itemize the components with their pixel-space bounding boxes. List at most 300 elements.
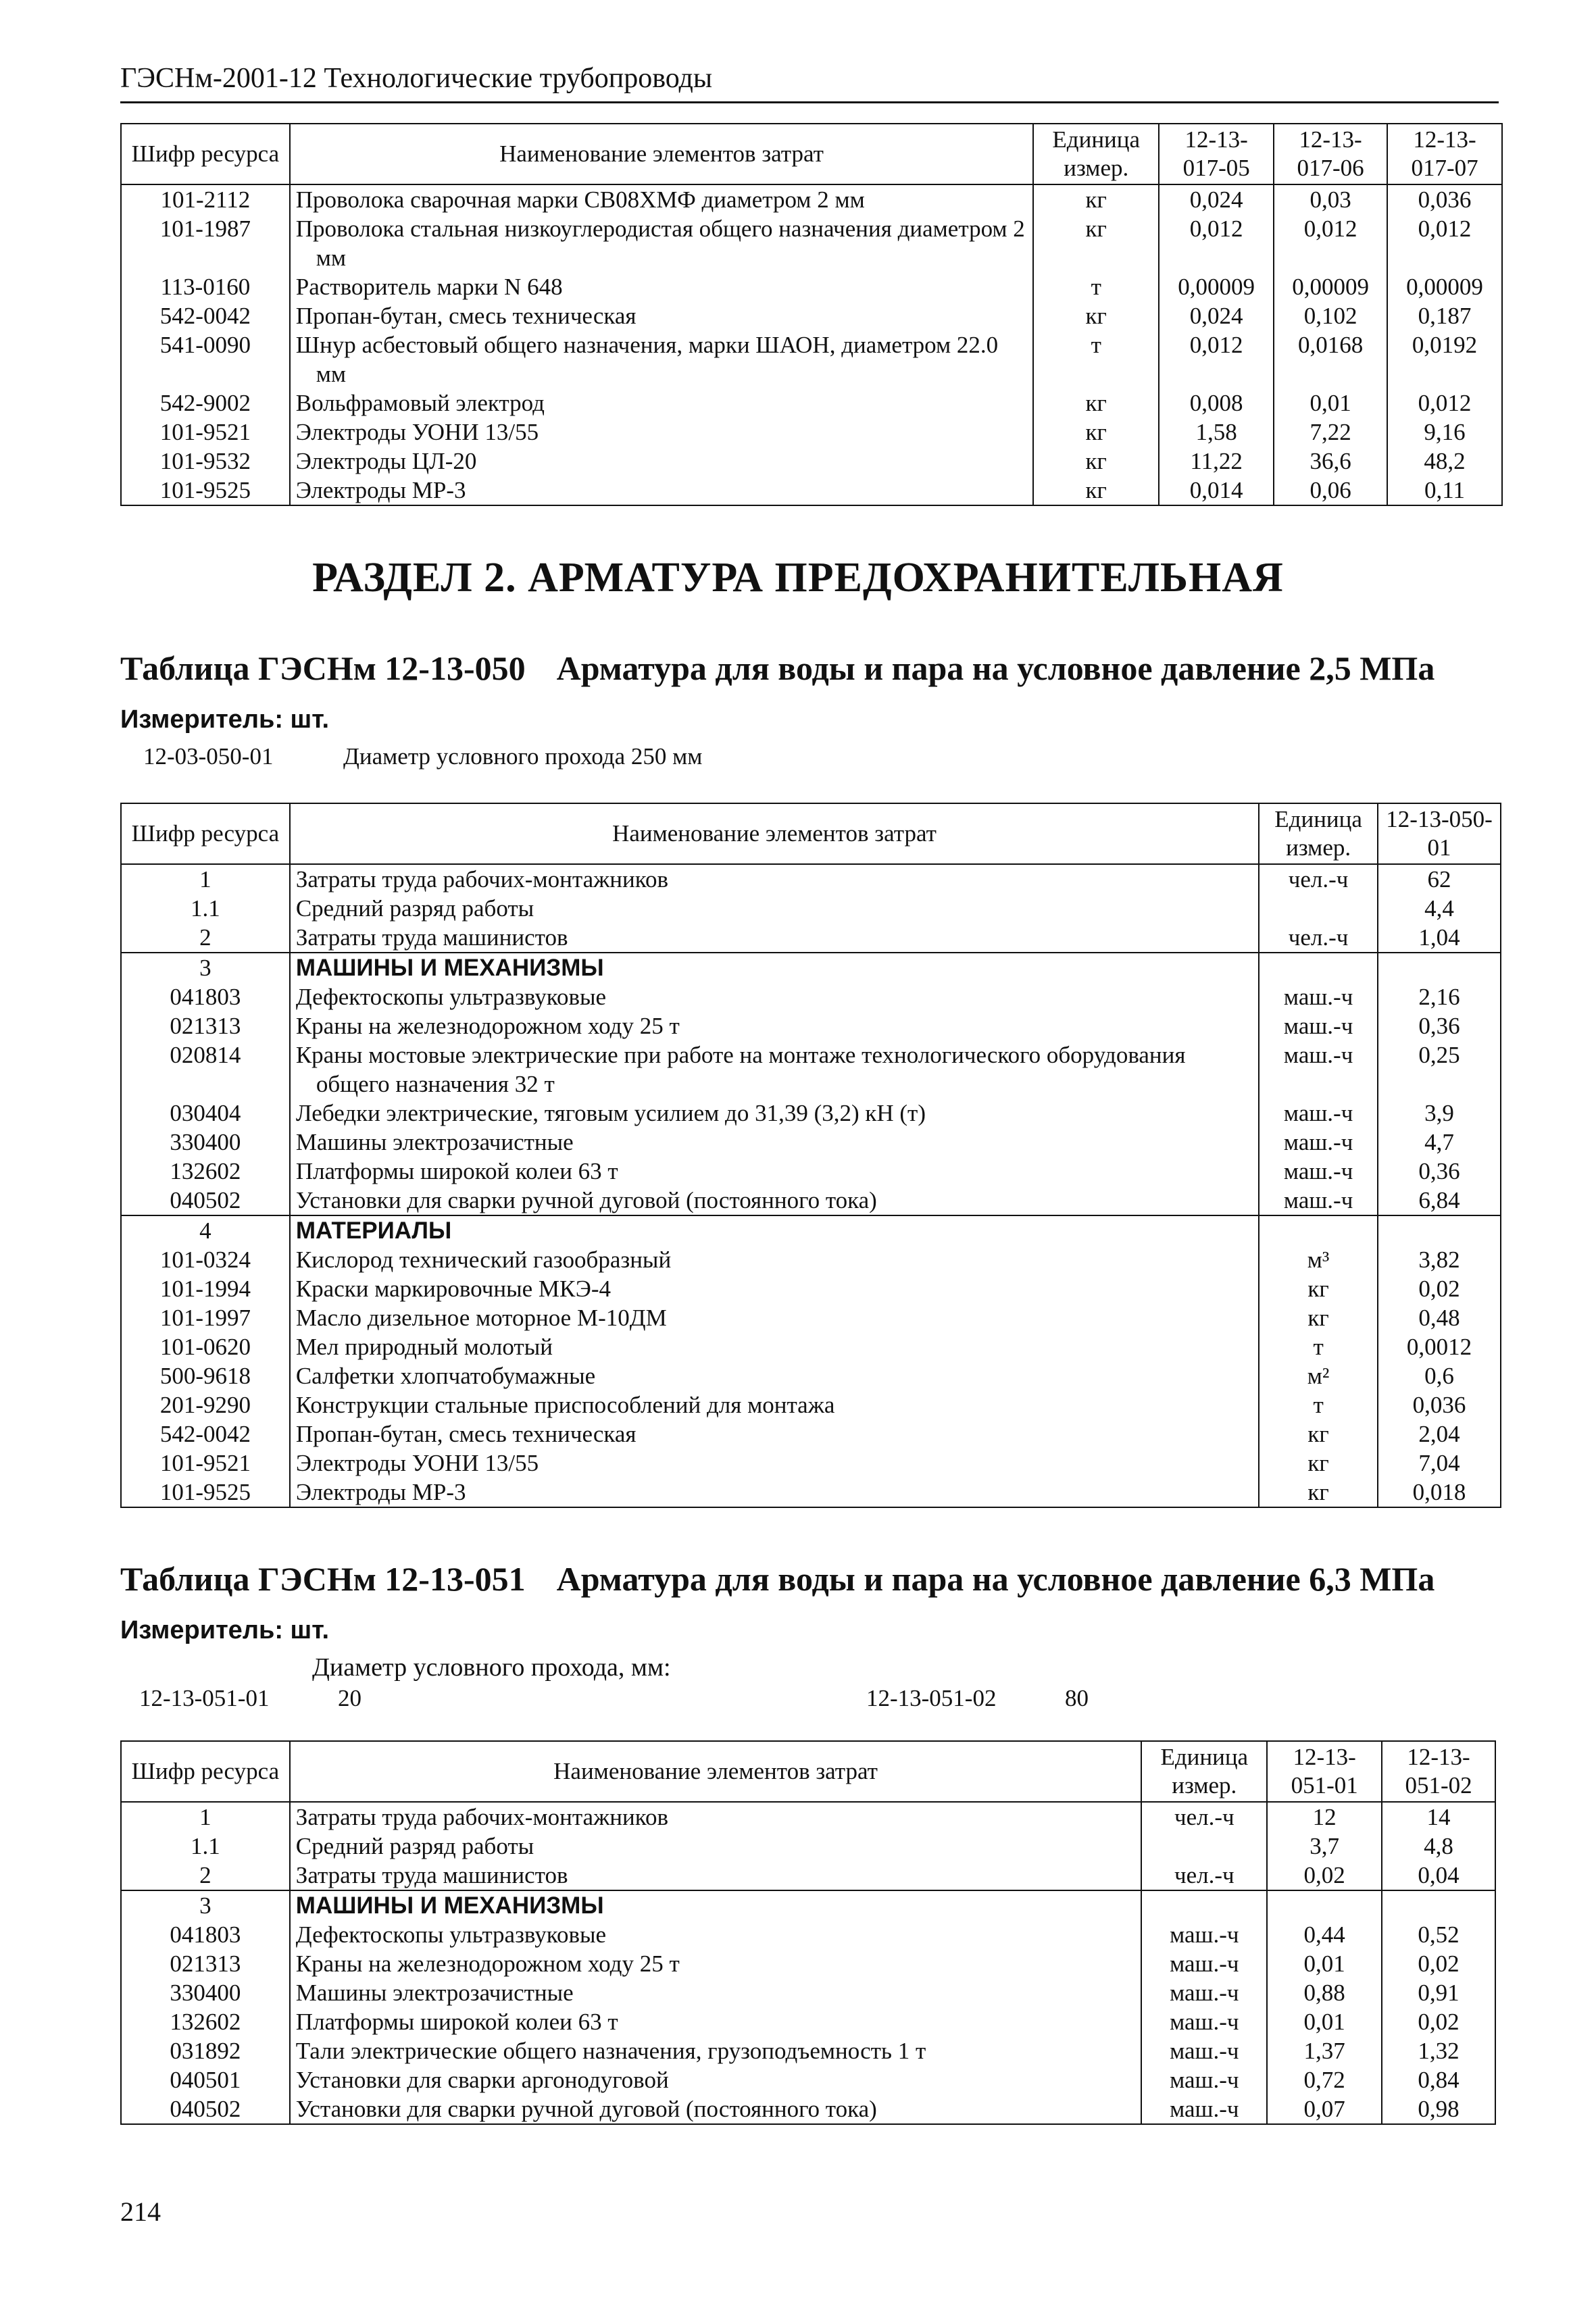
cell-name: [290, 1802, 1142, 1832]
cell-text: Машины электрозачистные: [295, 1129, 574, 1155]
cell-text: Салфетки хлопчатобумажные: [295, 1363, 596, 1389]
cell-value: 0,02: [1378, 1274, 1501, 1303]
cell-name: [290, 1920, 1142, 1949]
table-050-meter: [120, 705, 329, 734]
table-row: [121, 1920, 1495, 1949]
cell-unit: кг: [1259, 1449, 1378, 1478]
cell-text: Установки для сварки ручной дуговой (постоянного тока): [295, 2096, 877, 2122]
norm-code: 12-13-051-01: [139, 1685, 270, 1711]
norm-value: 20: [338, 1685, 361, 1711]
cell-code: 113-0160: [121, 272, 290, 301]
col-header-unit: Единица измер.: [1141, 1741, 1267, 1802]
cell-code: 101-9525: [121, 1478, 290, 1507]
table-row: [121, 330, 1502, 388]
cell-text: Краны на железнодорожном ходу 25 т: [295, 1013, 680, 1039]
cell-text: Мел природный молотый: [295, 1334, 553, 1360]
cell-unit: т: [1033, 330, 1159, 388]
cell-value: 0,02: [1267, 1861, 1382, 1890]
cell-value: 0,01: [1267, 1949, 1382, 1978]
cell-value: 0,36: [1378, 1011, 1501, 1040]
cell-value: [1378, 1215, 1501, 1245]
table-row: [121, 388, 1502, 418]
cell-value: 48,2: [1387, 447, 1502, 476]
cell-name: [290, 1332, 1259, 1361]
col-header-code: Шифр ресурса: [121, 803, 290, 864]
cell-value: 0,036: [1387, 184, 1502, 214]
cell-unit: маш.-ч: [1259, 982, 1378, 1011]
cell-unit: кг: [1033, 447, 1159, 476]
cell-unit: кг: [1259, 1274, 1378, 1303]
cell-text: МАШИНЫ И МЕХАНИЗМЫ: [295, 1892, 604, 1919]
cell-code: 1: [121, 1802, 290, 1832]
cell-unit: [1259, 1215, 1378, 1245]
cell-value: 9,16: [1387, 418, 1502, 447]
cell-unit: кг: [1259, 1303, 1378, 1332]
table-row: [121, 1890, 1495, 1920]
table-row: [121, 1861, 1495, 1890]
cell-unit: чел.-ч: [1259, 923, 1378, 953]
cell-code: 021313: [121, 1949, 290, 1978]
cell-unit: кг: [1033, 388, 1159, 418]
table-row: [121, 923, 1501, 953]
table-row: [121, 301, 1502, 330]
table-row: [121, 1978, 1495, 2007]
table-050-title: Арматура для воды и пара на условное давление 2,5 МПа: [556, 649, 1435, 687]
norm-code: 12-03-050-01: [143, 743, 274, 770]
cell-value: 3,82: [1378, 1245, 1501, 1274]
cell-value: 0,012: [1274, 214, 1387, 272]
cell-code: 101-1994: [121, 1274, 290, 1303]
cell-name: [290, 1949, 1142, 1978]
table-051-code: Таблица ГЭСНм 12-13-051: [120, 1560, 526, 1598]
cell-unit: маш.-ч: [1259, 1040, 1378, 1099]
cell-name: [290, 330, 1034, 388]
cell-value: 62: [1378, 864, 1501, 894]
cell-unit: кг: [1259, 1419, 1378, 1449]
norm-code: 12-13-051-02: [866, 1685, 997, 1711]
cell-value: 0,52: [1382, 1920, 1495, 1949]
cell-value: 0,91: [1382, 1978, 1495, 2007]
cell-unit: чел.-ч: [1259, 864, 1378, 894]
norm-value: 80: [1065, 1685, 1089, 1711]
col-header-name: Наименование элементов затрат: [290, 803, 1259, 864]
table-050-heading: [120, 649, 1435, 688]
cell-value: 0,187: [1387, 301, 1502, 330]
cell-text: МАТЕРИАЛЫ: [295, 1217, 452, 1244]
cell-unit: т: [1259, 1390, 1378, 1419]
col-header-norm: 12-13-017-07: [1387, 124, 1502, 184]
cell-value: 0,84: [1382, 2065, 1495, 2094]
cell-name: [290, 184, 1034, 214]
cell-name: [290, 1128, 1259, 1157]
table-row: [121, 1419, 1501, 1449]
cell-name: [290, 214, 1034, 272]
cell-unit: [1141, 1832, 1267, 1861]
table-row: [121, 982, 1501, 1011]
cell-text: Растворитель марки N 648: [295, 274, 563, 300]
table-row: [121, 1361, 1501, 1390]
cell-name: [290, 1832, 1142, 1861]
cell-code: 020814: [121, 1040, 290, 1099]
cell-text: Машины электрозачистные: [295, 1980, 574, 2006]
table-row: [121, 1128, 1501, 1157]
cell-unit: маш.-ч: [1141, 1949, 1267, 1978]
norm-description: Диаметр условного прохода 250 мм: [343, 743, 703, 770]
cell-name: [290, 388, 1034, 418]
table-row: [121, 2007, 1495, 2036]
cell-code: 132602: [121, 2007, 290, 2036]
cell-text: Затраты труда машинистов: [295, 924, 568, 951]
cell-text: Краны мостовые электрические при работе на монтаже технологического оборудования общего назначения 32 т: [295, 1042, 1186, 1097]
table-row: [121, 1157, 1501, 1186]
cell-unit: чел.-ч: [1141, 1861, 1267, 1890]
table-prev-header: [121, 124, 1502, 184]
cell-unit: кг: [1033, 418, 1159, 447]
cell-code: 3: [121, 953, 290, 982]
cell-value: 4,7: [1378, 1128, 1501, 1157]
cell-name: [290, 864, 1259, 894]
table-051: [120, 1740, 1496, 2125]
cell-unit: маш.-ч: [1259, 1011, 1378, 1040]
cell-name: [290, 1361, 1259, 1390]
cell-name: [290, 2036, 1142, 2065]
cell-name: [290, 447, 1034, 476]
cell-text: Установки для сварки аргонодуговой: [295, 2067, 669, 2093]
table-row: [121, 1040, 1501, 1099]
cell-unit: маш.-ч: [1141, 2007, 1267, 2036]
cell-text: Краны на железнодорожном ходу 25 т: [295, 1951, 680, 1977]
cell-unit: чел.-ч: [1141, 1802, 1267, 1832]
cell-text: Проволока стальная низкоуглеродистая общего назначения диаметром 2 мм: [295, 216, 1025, 271]
cell-code: 542-9002: [121, 388, 290, 418]
cell-text: Установки для сварки ручной дуговой (постоянного тока): [295, 1187, 877, 1213]
cell-name: [290, 1186, 1259, 1215]
cell-name: [290, 1099, 1259, 1128]
cell-name: [290, 1011, 1259, 1040]
diameter-caption: Диаметр условного прохода, мм:: [312, 1653, 671, 1682]
cell-code: 040502: [121, 2094, 290, 2124]
cell-unit: маш.-ч: [1141, 1978, 1267, 2007]
section-title: РАЗДЕЛ 2. АРМАТУРА ПРЕДОХРАНИТЕЛЬНАЯ: [312, 555, 1284, 601]
table-row: [121, 1390, 1501, 1419]
cell-code: 101-2112: [121, 184, 290, 214]
cell-value: 0,012: [1387, 214, 1502, 272]
cell-name: [290, 894, 1259, 923]
cell-value: 0,008: [1159, 388, 1274, 418]
cell-code: 542-0042: [121, 1419, 290, 1449]
cell-text: Лебедки электрические, тяговым усилием до 31,39 (3,2) кН (т): [295, 1100, 926, 1126]
cell-value: 0,03: [1274, 184, 1387, 214]
cell-unit: [1141, 1890, 1267, 1920]
cell-code: 542-0042: [121, 301, 290, 330]
cell-code: 541-0090: [121, 330, 290, 388]
cell-value: 0,012: [1159, 330, 1274, 388]
cell-unit: маш.-ч: [1141, 2094, 1267, 2124]
cell-value: 0,018: [1378, 1478, 1501, 1507]
cell-name: [290, 1303, 1259, 1332]
table-row: [121, 953, 1501, 982]
table-prev-block: [120, 123, 1503, 506]
cell-text: Пропан-бутан, смесь техническая: [295, 1421, 637, 1447]
cell-value: 6,84: [1378, 1186, 1501, 1215]
cell-code: 101-9521: [121, 1449, 290, 1478]
cell-text: Средний разряд работы: [295, 895, 534, 922]
col-header-norm: 12-13-017-05: [1159, 124, 1274, 184]
cell-name: [290, 982, 1259, 1011]
cell-text: Платформы широкой колеи 63 т: [295, 2009, 618, 2035]
cell-code: 2: [121, 923, 290, 953]
cell-value: [1382, 1890, 1495, 1920]
cell-text: Платформы широкой колеи 63 т: [295, 1158, 618, 1184]
cell-value: 0,024: [1159, 184, 1274, 214]
cell-unit: [1259, 953, 1378, 982]
table-row: [121, 1802, 1495, 1832]
table-050-header: [121, 803, 1501, 864]
cell-code: 330400: [121, 1128, 290, 1157]
cell-text: Затраты труда машинистов: [295, 1862, 568, 1888]
table-row: [121, 864, 1501, 894]
section-label: [290, 1215, 1259, 1245]
col-header-norm: 12-13-051-01: [1267, 1741, 1382, 1802]
meter-label: Измеритель:: [120, 1616, 283, 1644]
cell-value: 0,07: [1267, 2094, 1382, 2124]
table-row: [121, 1099, 1501, 1128]
table-row: [121, 476, 1502, 505]
cell-value: 0,102: [1274, 301, 1387, 330]
cell-value: 0,00009: [1274, 272, 1387, 301]
cell-text: МАШИНЫ И МЕХАНИЗМЫ: [295, 955, 604, 981]
section-label: [290, 953, 1259, 982]
cell-value: 0,11: [1387, 476, 1502, 505]
cell-unit: кг: [1033, 214, 1159, 272]
cell-code: 101-1987: [121, 214, 290, 272]
table-row: [121, 184, 1502, 214]
cell-text: Масло дизельное моторное М-10ДМ: [295, 1305, 667, 1331]
cell-code: 101-9525: [121, 476, 290, 505]
cell-unit: маш.-ч: [1141, 2065, 1267, 2094]
cell-text: Тали электрические общего назначения, грузоподъемность 1 т: [295, 2038, 926, 2064]
cell-text: Затраты труда рабочих-монтажников: [295, 866, 668, 892]
cell-value: 0,6: [1378, 1361, 1501, 1390]
table-050-code: Таблица ГЭСНм 12-13-050: [120, 649, 526, 687]
cell-unit: т: [1259, 1332, 1378, 1361]
cell-name: [290, 1245, 1259, 1274]
cell-code: 040501: [121, 2065, 290, 2094]
cell-unit: маш.-ч: [1259, 1186, 1378, 1215]
cell-value: 0,036: [1378, 1390, 1501, 1419]
cell-text: Конструкции стальные приспособлений для монтажа: [295, 1392, 835, 1418]
cell-name: [290, 1419, 1259, 1449]
cell-value: 0,014: [1159, 476, 1274, 505]
col-header-norm: 12-13-017-06: [1274, 124, 1387, 184]
cell-name: [290, 1390, 1259, 1419]
cell-unit: кг: [1033, 301, 1159, 330]
cell-code: 2: [121, 1861, 290, 1890]
cell-value: 0,012: [1159, 214, 1274, 272]
cell-unit: маш.-ч: [1259, 1099, 1378, 1128]
cell-value: 0,06: [1274, 476, 1387, 505]
cell-value: 0,25: [1378, 1040, 1501, 1099]
meter-value: шт.: [290, 705, 330, 734]
cell-value: 1,37: [1267, 2036, 1382, 2065]
cell-value: 7,22: [1274, 418, 1387, 447]
table-row: [121, 447, 1502, 476]
table-row: [121, 1274, 1501, 1303]
cell-text: Проволока сварочная марки СВ08ХМФ диаметром 2 мм: [295, 186, 865, 213]
table-row: [121, 1011, 1501, 1040]
cell-value: 0,01: [1267, 2007, 1382, 2036]
table-row: [121, 272, 1502, 301]
cell-value: 0,00009: [1159, 272, 1274, 301]
cell-name: [290, 923, 1259, 953]
cell-value: 0,44: [1267, 1920, 1382, 1949]
cell-name: [290, 418, 1034, 447]
cell-value: 0,88: [1267, 1978, 1382, 2007]
cell-code: 3: [121, 1890, 290, 1920]
cell-text: Электроды МР-3: [295, 1479, 466, 1505]
cell-name: [290, 476, 1034, 505]
cell-code: 1.1: [121, 894, 290, 923]
cell-value: 2,16: [1378, 982, 1501, 1011]
cell-value: 2,04: [1378, 1419, 1501, 1449]
table-051-heading: [120, 1559, 1435, 1599]
cell-name: [290, 1978, 1142, 2007]
cell-text: Средний разряд работы: [295, 1833, 534, 1859]
table-row: [121, 1186, 1501, 1215]
table-051-header: [121, 1741, 1495, 1802]
running-head: ГЭСНм-2001-12 Технологические трубопроводы: [120, 62, 1499, 103]
cell-value: 0,48: [1378, 1303, 1501, 1332]
cell-code: 4: [121, 1215, 290, 1245]
table-row: [121, 1449, 1501, 1478]
cell-name: [290, 301, 1034, 330]
table-051-meter: [120, 1616, 329, 1645]
col-header-norm: 12-13-051-02: [1382, 1741, 1495, 1802]
cell-unit: маш.-ч: [1259, 1128, 1378, 1157]
cell-unit: м³: [1259, 1245, 1378, 1274]
table-row: [121, 1478, 1501, 1507]
cell-name: [290, 1478, 1259, 1507]
page-number: 214: [120, 2196, 161, 2227]
cell-unit: [1259, 894, 1378, 923]
cell-code: 101-0620: [121, 1332, 290, 1361]
col-header-code: Шифр ресурса: [121, 1741, 290, 1802]
cell-text: Электроды УОНИ 13/55: [295, 419, 539, 445]
cell-value: 14: [1382, 1802, 1495, 1832]
cell-value: 0,36: [1378, 1157, 1501, 1186]
cell-value: [1378, 953, 1501, 982]
cell-value: 7,04: [1378, 1449, 1501, 1478]
cell-value: [1267, 1890, 1382, 1920]
table-row: [121, 1332, 1501, 1361]
cell-code: 041803: [121, 1920, 290, 1949]
cell-code: 101-0324: [121, 1245, 290, 1274]
cell-value: 0,98: [1382, 2094, 1495, 2124]
cell-text: Пропан-бутан, смесь техническая: [295, 303, 637, 329]
cell-code: 201-9290: [121, 1390, 290, 1419]
table-prev: [120, 123, 1503, 506]
cell-code: 040502: [121, 1186, 290, 1215]
section-label: [290, 1890, 1142, 1920]
cell-value: 0,0012: [1378, 1332, 1501, 1361]
table-row: [121, 1832, 1495, 1861]
cell-value: 0,04: [1382, 1861, 1495, 1890]
cell-name: [290, 2094, 1142, 2124]
cell-text: Электроды ЦЛ-20: [295, 448, 477, 474]
cell-name: [290, 1040, 1259, 1099]
cell-code: 132602: [121, 1157, 290, 1186]
cell-code: 1.1: [121, 1832, 290, 1861]
cell-text: Электроды МР-3: [295, 477, 466, 503]
cell-value: 4,4: [1378, 894, 1501, 923]
cell-text: Вольфрамовый электрод: [295, 390, 545, 416]
cell-code: 330400: [121, 1978, 290, 2007]
cell-text: Дефектоскопы ультразвуковые: [295, 984, 607, 1010]
table-row: [121, 1949, 1495, 1978]
cell-unit: кг: [1033, 476, 1159, 505]
cell-code: 101-9532: [121, 447, 290, 476]
cell-code: 101-9521: [121, 418, 290, 447]
col-header-unit: Единица измер.: [1033, 124, 1159, 184]
cell-text: Шнур асбестовый общего назначения, марки ШАОН, диаметром 22.0 мм: [295, 332, 999, 387]
cell-value: 4,8: [1382, 1832, 1495, 1861]
cell-name: [290, 1861, 1142, 1890]
cell-text: Затраты труда рабочих-монтажников: [295, 1804, 668, 1830]
cell-value: 0,00009: [1387, 272, 1502, 301]
cell-unit: маш.-ч: [1141, 2036, 1267, 2065]
table-row: [121, 214, 1502, 272]
table-row: [121, 2036, 1495, 2065]
cell-name: [290, 2007, 1142, 2036]
cell-value: 12: [1267, 1802, 1382, 1832]
meter-label: Измеритель:: [120, 705, 283, 734]
cell-value: 1,32: [1382, 2036, 1495, 2065]
cell-value: 36,6: [1274, 447, 1387, 476]
cell-unit: м²: [1259, 1361, 1378, 1390]
cell-text: Кислород технический газообразный: [295, 1247, 672, 1273]
cell-code: 021313: [121, 1011, 290, 1040]
cell-code: 101-1997: [121, 1303, 290, 1332]
cell-name: [290, 1449, 1259, 1478]
cell-code: 041803: [121, 982, 290, 1011]
cell-value: 0,01: [1274, 388, 1387, 418]
cell-value: 0,72: [1267, 2065, 1382, 2094]
cell-value: 0,02: [1382, 1949, 1495, 1978]
cell-text: Дефектоскопы ультразвуковые: [295, 1921, 607, 1948]
cell-code: 1: [121, 864, 290, 894]
cell-code: 500-9618: [121, 1361, 290, 1390]
table-row: [121, 894, 1501, 923]
cell-value: 0,012: [1387, 388, 1502, 418]
cell-name: [290, 272, 1034, 301]
table-050: [120, 803, 1501, 1508]
cell-value: 0,0192: [1387, 330, 1502, 388]
cell-value: 3,9: [1378, 1099, 1501, 1128]
table-row: [121, 1303, 1501, 1332]
cell-value: 11,22: [1159, 447, 1274, 476]
table-050-block: [120, 803, 1501, 1508]
table-row: [121, 1215, 1501, 1245]
table-row: [121, 1245, 1501, 1274]
cell-text: Электроды УОНИ 13/55: [295, 1450, 539, 1476]
table-row: [121, 418, 1502, 447]
col-header-code: Шифр ресурса: [121, 124, 290, 184]
cell-code: 031892: [121, 2036, 290, 2065]
cell-value: 3,7: [1267, 1832, 1382, 1861]
cell-unit: маш.-ч: [1259, 1157, 1378, 1186]
cell-unit: кг: [1259, 1478, 1378, 1507]
col-header-norm: 12-13-050-01: [1378, 803, 1501, 864]
